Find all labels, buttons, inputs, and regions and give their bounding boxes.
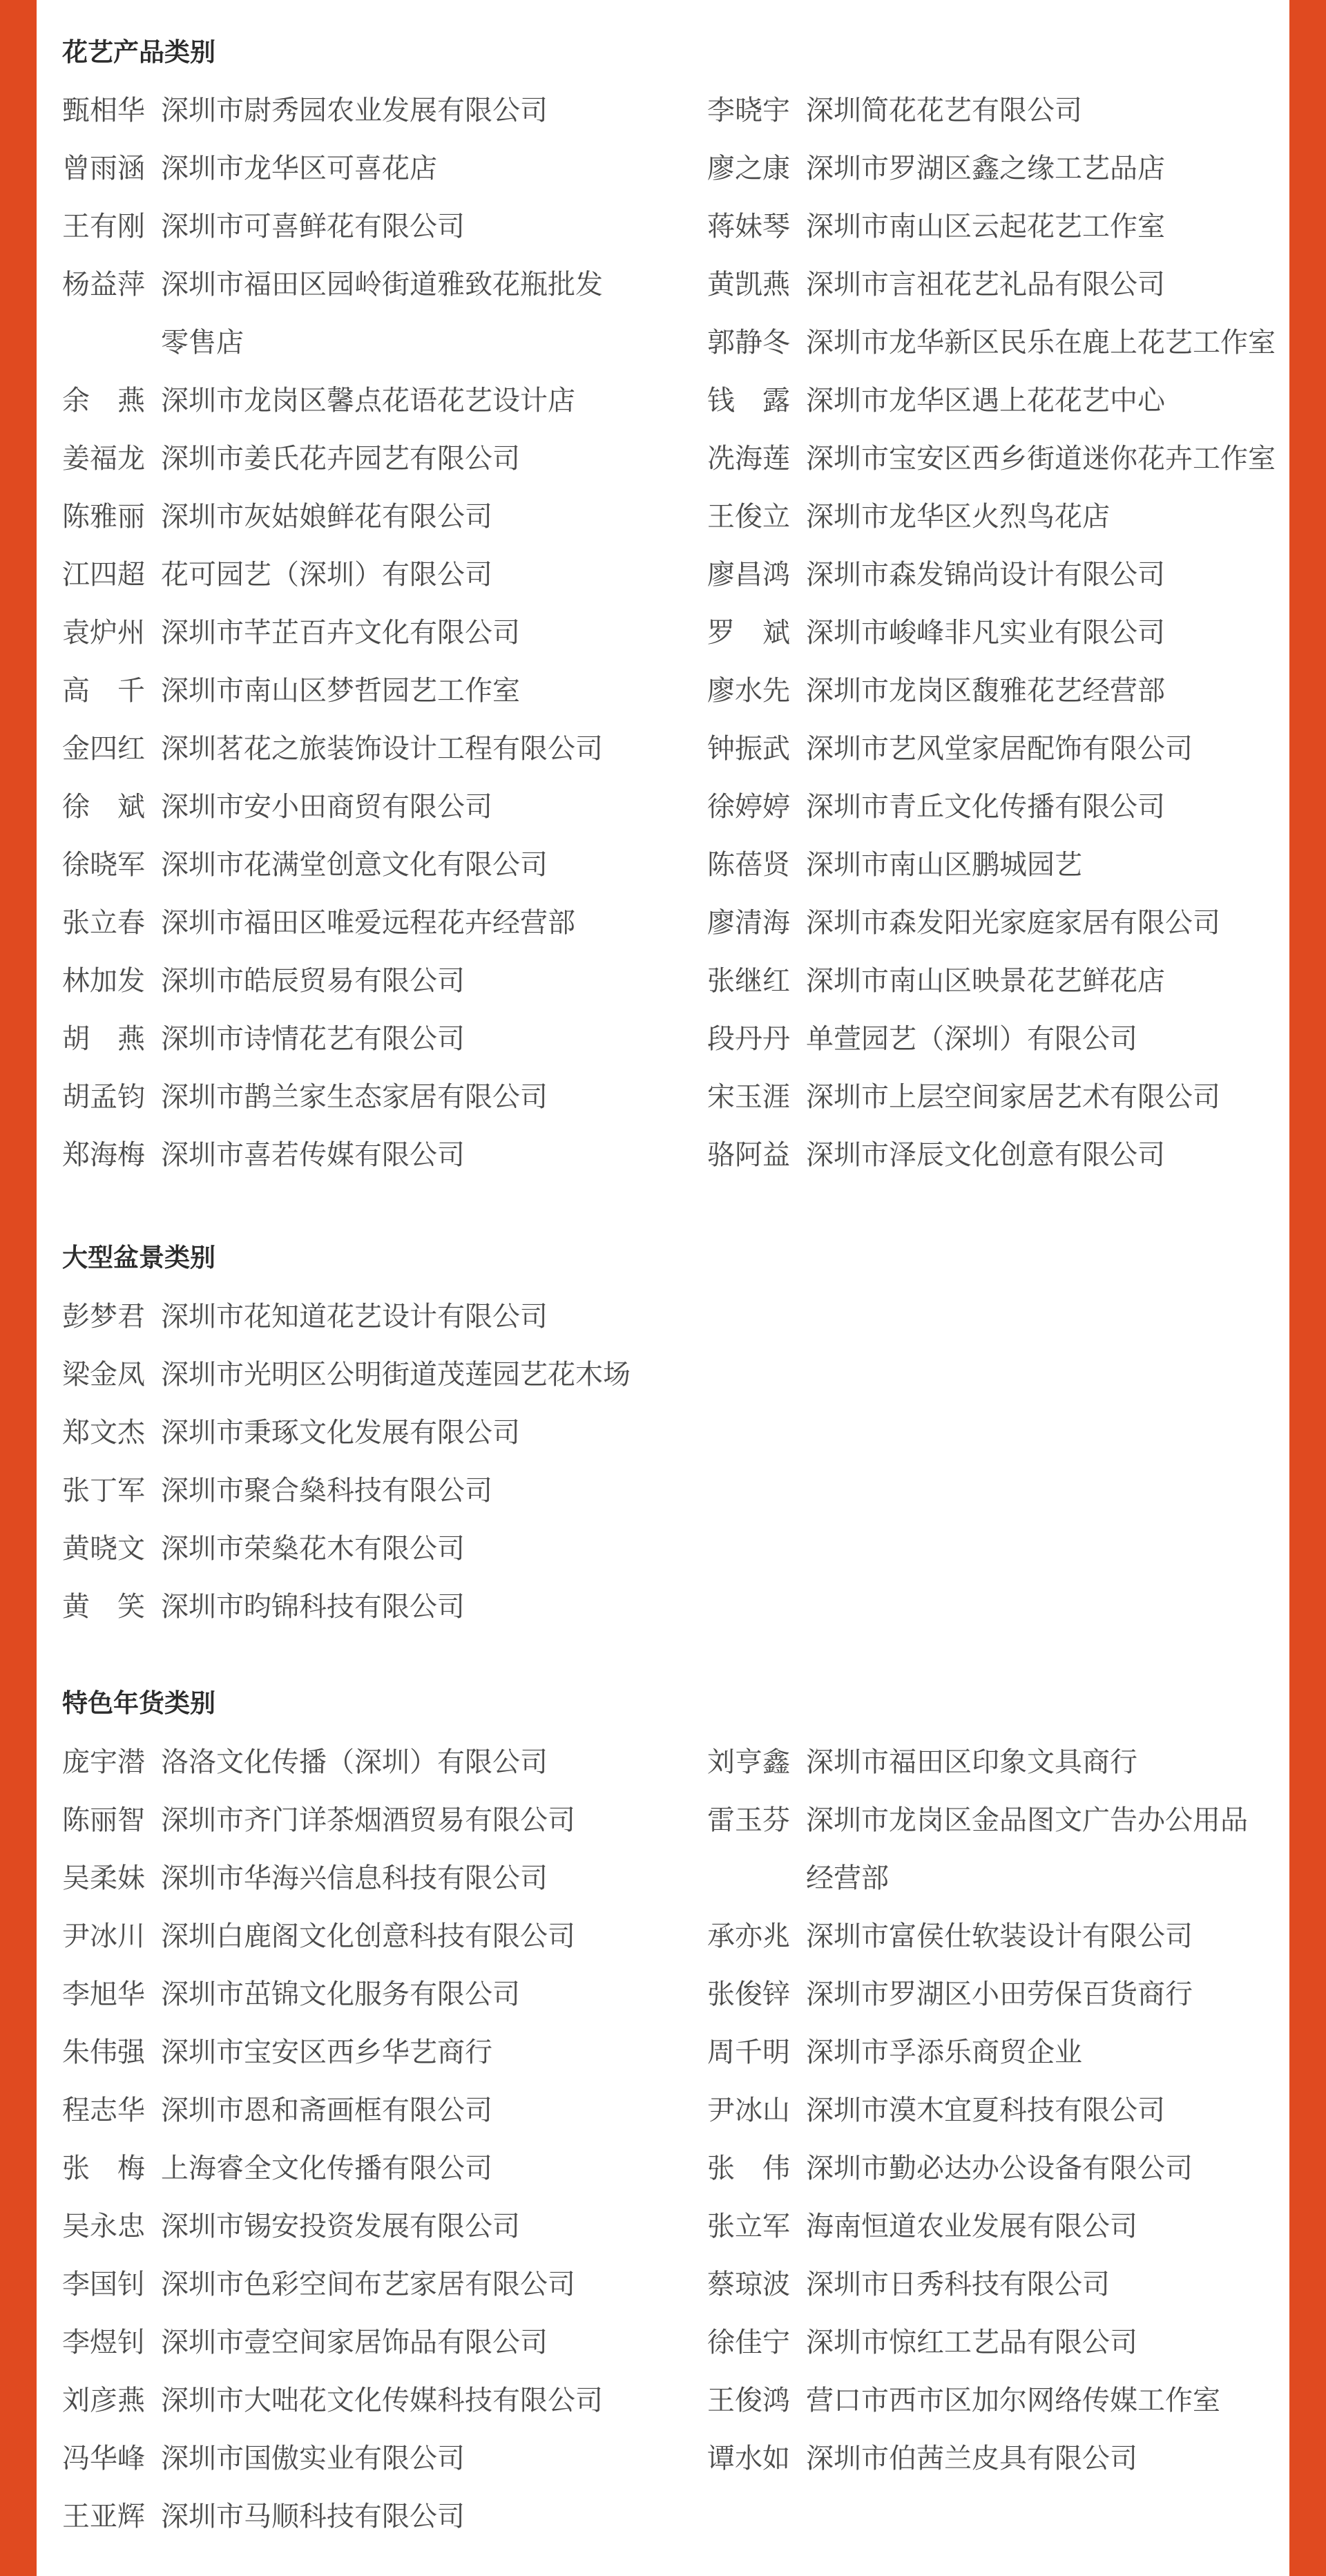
person-name: 刘彦燕 [62, 2385, 145, 2416]
person-name: 王亚辉 [62, 2501, 145, 2532]
company-name: 深圳市锡安投资发展有限公司 [161, 2211, 520, 2242]
person-name: 杨益萍 [62, 269, 145, 300]
company-name: 深圳市惊红工艺品有限公司 [806, 2327, 1137, 2358]
person-name: 骆阿益 [707, 1139, 790, 1171]
person-name: 廖清海 [707, 907, 790, 939]
company-name: 深圳市齐门详茶烟酒贸易有限公司 [161, 1804, 575, 1836]
company-name: 深圳市龙岗区金品图文广告办公用品 [806, 1804, 1248, 1836]
person-name: 尹冰川 [62, 1920, 145, 1952]
company-name: 深圳市聚合燊科技有限公司 [161, 1475, 492, 1507]
person-name: 刘亨鑫 [707, 1746, 790, 1778]
company-name: 深圳市伯茜兰皮具有限公司 [806, 2443, 1137, 2474]
person-name: 徐婷婷 [707, 791, 790, 823]
person-name: 徐佳宁 [707, 2327, 790, 2358]
company-name: 深圳市喜若传媒有限公司 [161, 1139, 465, 1171]
company-name: 深圳市龙岗区馥雅花艺经营部 [806, 675, 1165, 707]
company-name: 深圳市富侯仕软装设计有限公司 [806, 1920, 1193, 1952]
person-name: 陈丽智 [62, 1804, 145, 1836]
company-name: 深圳市国傲实业有限公司 [161, 2443, 465, 2474]
company-name: 深圳市华海兴信息科技有限公司 [161, 1862, 548, 1894]
list-item [37, 1126, 1289, 1184]
list-item [37, 1965, 1289, 2023]
person-name: 黄 笑 [62, 1591, 145, 1623]
person-name: 李国钊 [62, 2269, 145, 2300]
person-name: 陈蓓贤 [707, 849, 790, 881]
company-name: 深圳市龙华区火烈鸟花店 [806, 501, 1110, 533]
company-name: 深圳市宝安区西乡华艺商行 [161, 2036, 492, 2068]
company-name: 零售店 [161, 327, 244, 359]
list-item [37, 546, 1289, 604]
person-name: 段丹丹 [707, 1023, 790, 1055]
person-name: 胡孟钧 [62, 1081, 145, 1113]
person-name: 李晓宇 [707, 95, 790, 126]
company-name: 深圳市花满堂创意文化有限公司 [161, 849, 548, 881]
list-item [37, 952, 1289, 1010]
company-name: 深圳市龙华区遇上花花艺中心 [806, 385, 1165, 417]
company-name: 经营部 [806, 1862, 889, 1894]
person-name: 江四超 [62, 559, 145, 591]
person-name: 廖之康 [707, 153, 790, 184]
content-panel [37, 0, 1289, 2576]
company-name: 深圳市龙华区可喜花店 [161, 153, 437, 184]
company-name: 深圳市勤必达办公设备有限公司 [806, 2153, 1193, 2184]
person-name: 梁金凤 [62, 1359, 145, 1391]
company-name: 深圳市荣燊花木有限公司 [161, 1533, 465, 1565]
company-name: 深圳市秉琢文化发展有限公司 [161, 1417, 520, 1449]
person-name: 李煜钊 [62, 2327, 145, 2358]
company-name: 深圳市宝安区西乡街道迷你花卉工作室 [806, 443, 1276, 475]
person-name: 周千明 [707, 2036, 790, 2068]
person-name: 徐 斌 [62, 791, 145, 823]
person-name: 袁炉州 [62, 617, 145, 649]
list-item [37, 1849, 1289, 1907]
person-name: 郑文杰 [62, 1417, 145, 1449]
list-item [37, 140, 1289, 198]
list-item [37, 1791, 1289, 1849]
company-name: 深圳市色彩空间布艺家居有限公司 [161, 2269, 575, 2300]
company-name: 花可园艺（深圳）有限公司 [161, 559, 492, 591]
list-item [37, 2139, 1289, 2197]
company-name: 深圳市南山区鹏城园艺 [806, 849, 1082, 881]
section-title: 花艺产品类别 [62, 37, 215, 67]
company-name: 深圳市芊芷百卉文化有限公司 [161, 617, 520, 649]
person-name: 郭静冬 [707, 327, 790, 359]
list-item [37, 894, 1289, 952]
list-item [37, 2255, 1289, 2313]
list-item [37, 720, 1289, 778]
company-name: 深圳市艺风堂家居配饰有限公司 [806, 733, 1193, 765]
list-item [37, 372, 1289, 430]
person-name: 钟振武 [707, 733, 790, 765]
person-name: 张立军 [707, 2211, 790, 2242]
company-name: 海南恒道农业发展有限公司 [806, 2211, 1137, 2242]
person-name: 李旭华 [62, 1978, 145, 2010]
company-name: 深圳市罗湖区鑫之缘工艺品店 [806, 153, 1165, 184]
list-item [37, 1733, 1289, 1791]
person-name: 承亦兆 [707, 1920, 790, 1952]
person-name: 陈雅丽 [62, 501, 145, 533]
company-name: 深圳市福田区园岭街道雅致花瓶批发 [161, 269, 603, 300]
person-name: 王俊立 [707, 501, 790, 533]
company-name: 深圳市龙岗区馨点花语花艺设计店 [161, 385, 575, 417]
company-name: 深圳市福田区唯爱远程花卉经营部 [161, 907, 575, 939]
company-name: 深圳茗花之旅装饰设计工程有限公司 [161, 733, 603, 765]
company-name: 深圳市花知道花艺设计有限公司 [161, 1301, 548, 1333]
list-item [37, 256, 1289, 314]
company-name: 深圳市诗情花艺有限公司 [161, 1023, 465, 1055]
company-name: 深圳市灰姑娘鲜花有限公司 [161, 501, 492, 533]
list-item [37, 488, 1289, 546]
person-name: 王俊鸿 [707, 2385, 790, 2416]
company-name: 深圳市南山区映景花艺鲜花店 [806, 965, 1165, 997]
list-item [37, 2488, 1289, 2546]
person-name: 曾雨涵 [62, 153, 145, 184]
person-name: 冼海莲 [707, 443, 790, 475]
person-name: 程志华 [62, 2095, 145, 2126]
person-name: 胡 燕 [62, 1023, 145, 1055]
list-item [37, 778, 1289, 836]
list-item [37, 198, 1289, 256]
list-item [37, 604, 1289, 662]
list-item [37, 1346, 1289, 1404]
person-name: 蒋妹琴 [707, 211, 790, 242]
company-name: 洛洛文化传播（深圳）有限公司 [161, 1746, 548, 1778]
list-item [37, 2313, 1289, 2372]
person-name: 张丁军 [62, 1475, 145, 1507]
company-name: 深圳市上层空间家居艺术有限公司 [806, 1081, 1220, 1113]
person-name: 张立春 [62, 907, 145, 939]
person-name: 廖昌鸿 [707, 559, 790, 591]
list-item [37, 82, 1289, 140]
company-name: 深圳市茁锦文化服务有限公司 [161, 1978, 520, 2010]
company-name: 深圳市龙华新区民乐在鹿上花艺工作室 [806, 327, 1276, 359]
person-name: 高 千 [62, 675, 145, 707]
list-item [37, 2197, 1289, 2255]
company-name: 深圳市青丘文化传播有限公司 [806, 791, 1165, 823]
company-name: 深圳市大咄花文化传媒科技有限公司 [161, 2385, 603, 2416]
person-name: 廖水先 [707, 675, 790, 707]
list-item [37, 1010, 1289, 1068]
company-name: 深圳简花花艺有限公司 [806, 95, 1082, 126]
company-name: 深圳市漠木宜夏科技有限公司 [806, 2095, 1165, 2126]
section-title: 大型盆景类别 [62, 1243, 215, 1272]
list-item [37, 2081, 1289, 2139]
section-title: 特色年货类别 [62, 1688, 215, 1718]
person-name: 谭水如 [707, 2443, 790, 2474]
company-name: 深圳市孚添乐商贸企业 [806, 2036, 1082, 2068]
list-item [37, 662, 1289, 720]
company-name: 深圳市安小田商贸有限公司 [161, 791, 492, 823]
company-name: 深圳市尉秀园农业发展有限公司 [161, 95, 548, 126]
list-item [37, 1462, 1289, 1520]
company-name: 深圳市壹空间家居饰品有限公司 [161, 2327, 548, 2358]
person-name: 张继红 [707, 965, 790, 997]
list-item [37, 1068, 1289, 1126]
person-name: 吴永忠 [62, 2211, 145, 2242]
person-name: 蔡琼波 [707, 2269, 790, 2300]
person-name: 钱 露 [707, 385, 790, 417]
company-name: 深圳市姜氏花卉园艺有限公司 [161, 443, 520, 475]
company-name: 深圳市皓辰贸易有限公司 [161, 965, 465, 997]
person-name: 宋玉涯 [707, 1081, 790, 1113]
company-name: 深圳市泽辰文化创意有限公司 [806, 1139, 1165, 1171]
list-item [37, 1578, 1289, 1636]
person-name: 庞宇潜 [62, 1746, 145, 1778]
person-name: 张 梅 [62, 2153, 145, 2184]
company-name: 深圳市森发阳光家庭家居有限公司 [806, 907, 1220, 939]
person-name: 甄相华 [62, 95, 145, 126]
company-name: 单萱园艺（深圳）有限公司 [806, 1023, 1137, 1055]
company-name: 深圳市马顺科技有限公司 [161, 2501, 465, 2532]
person-name: 雷玉芬 [707, 1804, 790, 1836]
list-item [37, 1404, 1289, 1462]
person-name: 张俊锌 [707, 1978, 790, 2010]
list-item [37, 430, 1289, 488]
person-name: 朱伟强 [62, 2036, 145, 2068]
person-name: 徐晓军 [62, 849, 145, 881]
person-name: 王有刚 [62, 211, 145, 242]
company-name: 深圳市日秀科技有限公司 [806, 2269, 1110, 2300]
company-name: 深圳市南山区云起花艺工作室 [806, 211, 1165, 242]
company-name: 深圳市昀锦科技有限公司 [161, 1591, 465, 1623]
company-name: 深圳白鹿阁文化创意科技有限公司 [161, 1920, 575, 1952]
list-item [37, 1907, 1289, 1965]
list-item [37, 1520, 1289, 1578]
list-item [37, 1288, 1289, 1346]
company-name: 深圳市可喜鲜花有限公司 [161, 211, 465, 242]
person-name: 尹冰山 [707, 2095, 790, 2126]
list-item [37, 2430, 1289, 2488]
person-name: 姜福龙 [62, 443, 145, 475]
person-name: 林加发 [62, 965, 145, 997]
company-name: 深圳市森发锦尚设计有限公司 [806, 559, 1165, 591]
person-name: 黄晓文 [62, 1533, 145, 1565]
person-name: 罗 斌 [707, 617, 790, 649]
company-name: 深圳市言祖花艺礼品有限公司 [806, 269, 1165, 300]
company-name: 深圳市鹊兰家生态家居有限公司 [161, 1081, 548, 1113]
person-name: 余 燕 [62, 385, 145, 417]
list-item [37, 314, 1289, 372]
company-name: 深圳市恩和斋画框有限公司 [161, 2095, 492, 2126]
person-name: 黄凯燕 [707, 269, 790, 300]
person-name: 彭梦君 [62, 1301, 145, 1333]
company-name: 营口市西市区加尔网络传媒工作室 [806, 2385, 1220, 2416]
person-name: 吴柔妹 [62, 1862, 145, 1894]
company-name: 深圳市福田区印象文具商行 [806, 1746, 1137, 1778]
company-name: 深圳市光明区公明街道茂莲园艺花木场 [161, 1359, 631, 1391]
list-item [37, 836, 1289, 894]
person-name: 张 伟 [707, 2153, 790, 2184]
person-name: 冯华峰 [62, 2443, 145, 2474]
person-name: 金四红 [62, 733, 145, 765]
company-name: 深圳市峻峰非凡实业有限公司 [806, 617, 1165, 649]
list-item [37, 2023, 1289, 2081]
company-name: 上海睿全文化传播有限公司 [161, 2153, 492, 2184]
list-item [37, 2372, 1289, 2430]
company-name: 深圳市南山区梦哲园艺工作室 [161, 675, 520, 707]
person-name: 郑海梅 [62, 1139, 145, 1171]
company-name: 深圳市罗湖区小田劳保百货商行 [806, 1978, 1193, 2010]
